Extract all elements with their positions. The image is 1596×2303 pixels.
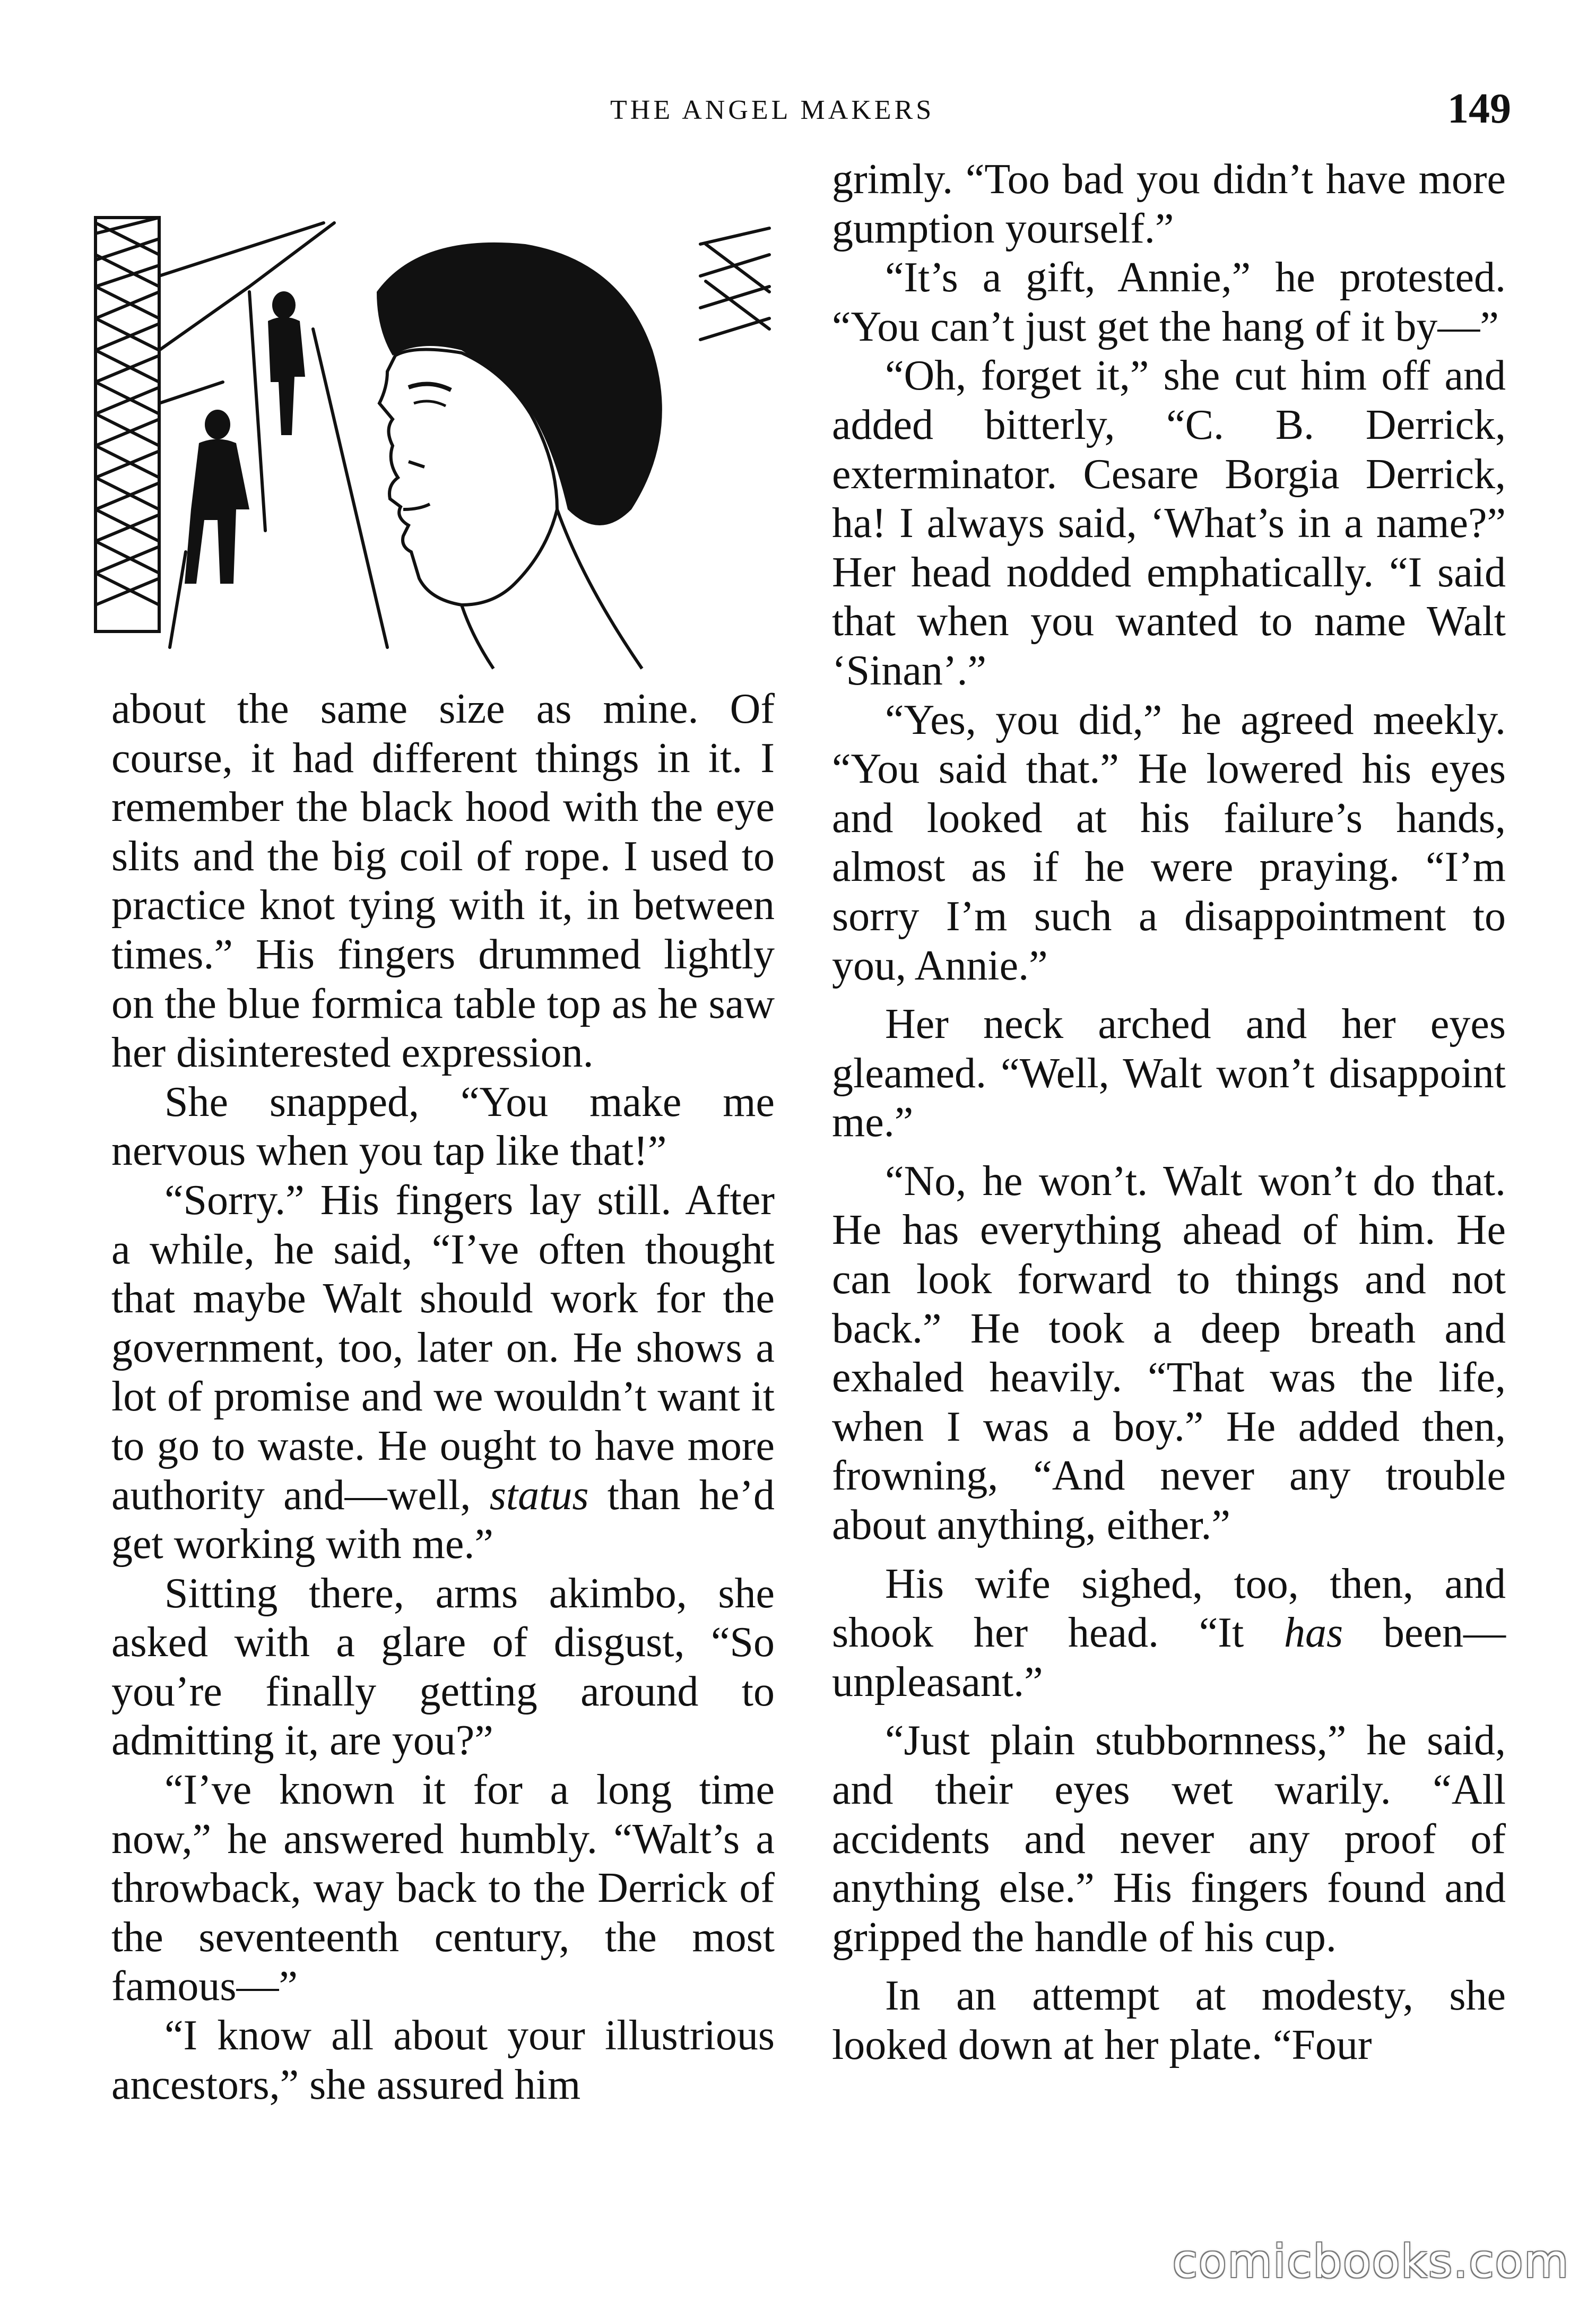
- right-column-text: [832, 155, 1506, 2070]
- paragraph: [832, 1560, 1506, 1707]
- paragraph: “Yes, you did,” he agreed meekly. “You said that.” He lowered his eyes and looked at his failure’s hands, almost as if he were praying. “I’m sorry I’m such a disappointment to you, Annie.”: [832, 696, 1506, 989]
- left-column-text: [111, 685, 775, 2109]
- paragraph: [111, 1176, 775, 1569]
- paragraph-text: His wife sighed, too, then, and shook her head. “It: [832, 1560, 1506, 1657]
- paragraph: grimly. “Too bad you didn’t have more gumption yourself.”: [832, 156, 1506, 252]
- emphasis-has: has: [1284, 1609, 1343, 1657]
- page-number: 149: [1447, 85, 1511, 132]
- paragraph: “I know all about your illustrious ancestors,” she assured him: [111, 2012, 775, 2108]
- paragraph-text: than he’d get working with me.”: [111, 1471, 775, 1568]
- paragraph: “Just plain stubbornness,” he said, and their eyes wet warily. “All accidents and never any proof of anything else.” His fingers found and gripped the handle of his cup.: [832, 1717, 1506, 1961]
- paragraph-text: “Sorry.” His fingers lay still. After a while, he said, “I’ve often thought that maybe Walt should work for the government, too, later on. He shows a lot of promise and we wouldn’t want it to go to waste. He ought to have more authority and—well,: [111, 1176, 775, 1519]
- running-title: THE ANGEL MAKERS: [610, 95, 935, 125]
- paragraph: “I’ve known it for a long time now,” he answered humbly. “Walt’s a throwback, way back to the Derrick of the seventeenth century, the most famous—”: [111, 1767, 775, 2010]
- paragraph: In an attempt at modesty, she looked down at her plate. “Four: [832, 1972, 1506, 2068]
- paragraph: “Oh, forget it,” she cut him off and added bitterly, “C. B. Derrick, exterminator. Cesare Borgia Derrick, ha! I always said, ‘What’s in a name?” Her head nodded emphatically. “I said that when you wanted to name Walt ‘Sinan’.”: [832, 352, 1506, 694]
- paragraph: about the same size as mine. Of course, it had different things in it. I remember the black hood with the eye slits and the big coil of rope. I used to practice knot tying with it, in between times.” His fingers drummed lightly on the blue formica table top as he saw her disinterested expression.: [111, 686, 775, 1077]
- paragraph: “No, he won’t. Walt won’t do that. He has everything ahead of him. He can look forward to things and not back.” He took a deep breath and exhaled heavily. “That was the life, when I was a boy.” He added then, frowning, “And never any trouble about anything, either.”: [832, 1157, 1506, 1549]
- paragraph: Sitting there, arms akimbo, she asked with a glare of disgust, “So you’re finally getting around to admitting it, are you?”: [111, 1570, 775, 1764]
- paragraph-text: been—unpleasant.”: [832, 1609, 1506, 1705]
- paragraph: She snapped, “You make me nervous when you tap like that!”: [111, 1078, 775, 1175]
- page-header: [0, 85, 1596, 138]
- illustration-woman-and-figures: [90, 212, 780, 674]
- emphasis-status: status: [489, 1471, 589, 1519]
- paragraph: “It’s a gift, Annie,” he protested. “You can’t just get the hang of it by—”: [832, 254, 1506, 350]
- paragraph: Her neck arched and her eyes gleamed. “Well, Walt won’t disappoint me.”: [832, 1001, 1506, 1146]
- watermark: comicbooks.com: [1172, 2235, 1569, 2288]
